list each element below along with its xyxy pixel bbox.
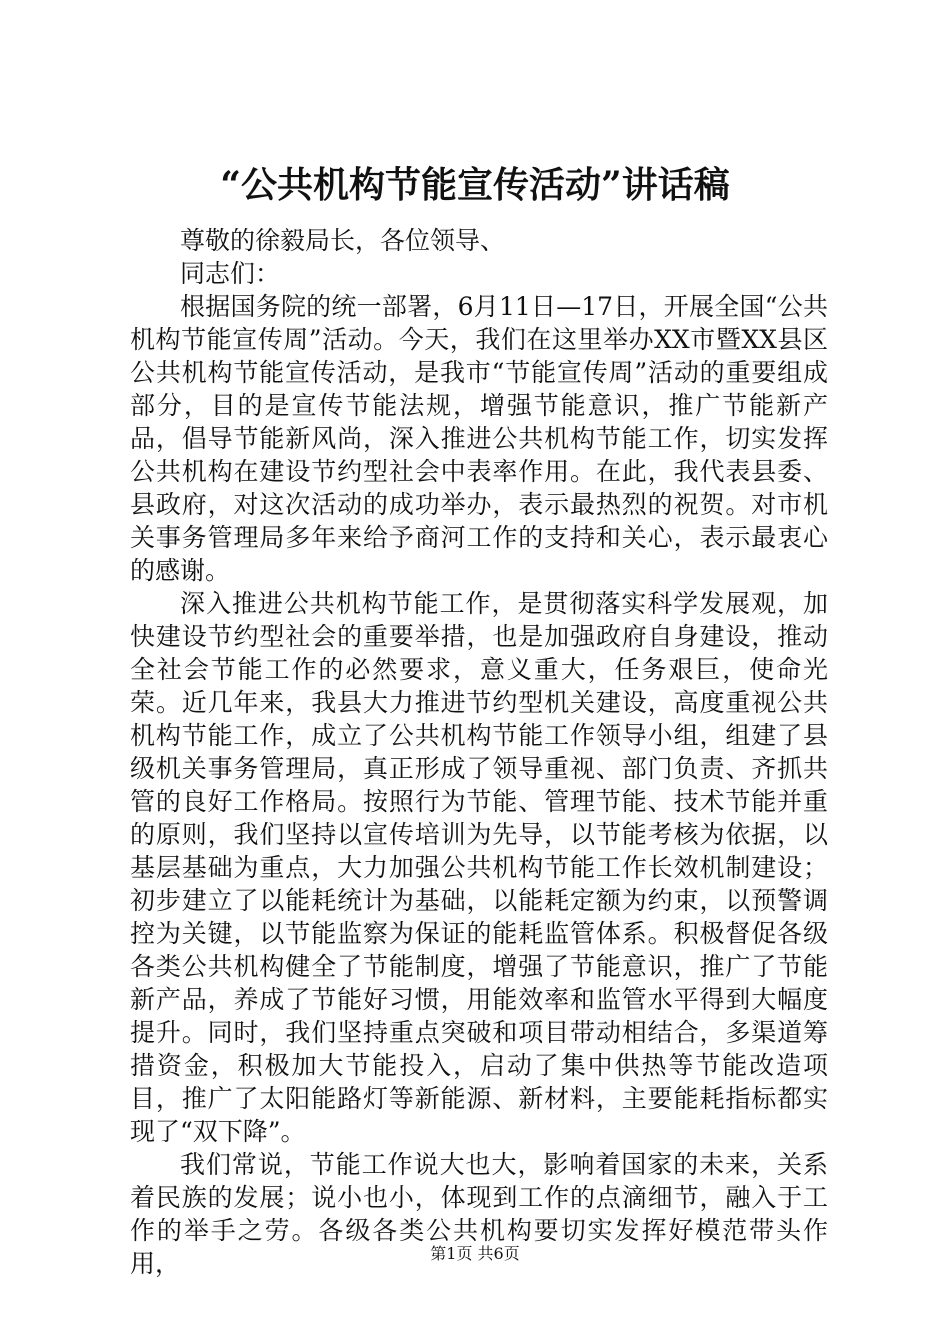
salutation-line: 同志们：: [180, 259, 281, 288]
body-paragraph: 根据国务院的统一部署，6月11日—17日，开展全国“公共机构节能宣传周”活动。今天，我们在这里举办XX市暨XX县区公共机构节能宣传活动，是我市“节能宣传周”活动的重要组成部分，目的是宣传节能法规，增强节能意识，推广节能新产品，倡导节能新风尚，深入推进公共机构节能工作，切实发挥公共机构在建设节约型社会中表率作用。在此，我代表县委、县政府，对这次活动的成功举办，表示最热烈的祝贺。对市机关事务管理局多年来给予商河工作的支持和关心，表示最衷心的感谢。: [130, 292, 828, 585]
body-paragraph: 深入推进公共机构节能工作，是贯彻落实科学发展观，加快建设节约型社会的重要举措，也是加强政府自身建设，推动全社会节能工作的必然要求，意义重大，任务艰巨，使命光荣。近几年来，我县大力推进节约型机关建设，高度重视公共机构节能工作，成立了公共机构节能工作领导小组，组建了县级机关事务管理局，真正形成了领导重视、部门负责、齐抓共管的良好工作格局。按照行为节能、管理节能、技术节能并重的原则，我们坚持以宣传培训为先导，以节能考核为依据，以基层基础为重点，大力加强公共机构节能工作长效机制建设；初步建立了以能耗统计为基础，以能耗定额为约束，以预警调控为关键，以节能监察为保证的能耗监管体系。积极督促各级各类公共机构健全了节能制度，增强了节能意识，推广了节能新产品，养成了节能好习惯，用能效率和监管水平得到大幅度提升。同时，我们坚持重点突破和项目带动相结合，多渠道筹措资金，积极加大节能投入，启动了集中供热等节能改造项目，推广了太阳能路灯等新能源、新材料，主要能耗指标都实现了“双下降”。: [130, 589, 828, 1146]
page-footer: 第1页 共6页: [430, 1244, 520, 1263]
document-body: [130, 224, 828, 1280]
document-title: “公共机构节能宣传活动”讲话稿: [220, 164, 730, 206]
body-paragraph: 我们常说，节能工作说大也大，影响着国家的未来，关系着民族的发展；说小也小，体现到工作的点滴细节，融入于工作的举手之劳。各级各类公共机构要切实发挥好模范带头作用，: [130, 1150, 828, 1278]
salutation-line: 尊敬的徐毅局长，各位领导、: [180, 226, 506, 255]
